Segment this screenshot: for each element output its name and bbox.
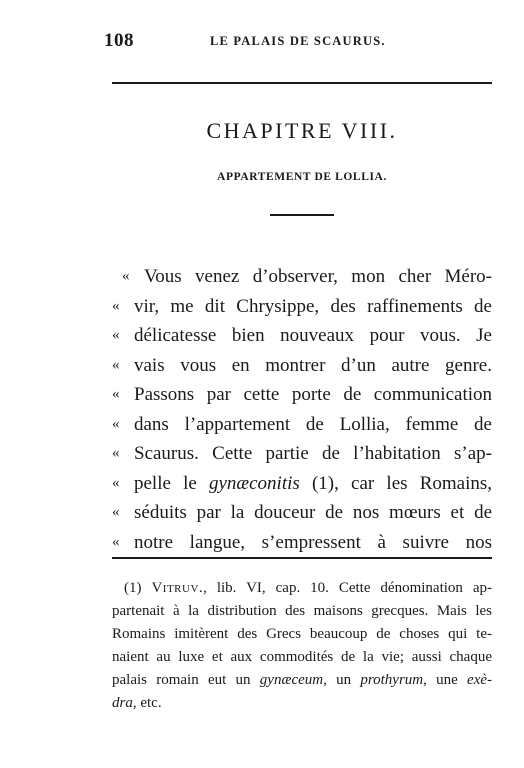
quote-mark: «	[112, 504, 120, 520]
body-line	[112, 351, 492, 381]
chapter-title: CHAPITRE VIII.	[206, 118, 398, 143]
body-line	[112, 410, 492, 440]
body-line-text: Vous venez d’observer, mon cher Méro-	[144, 266, 492, 287]
chapter-divider	[270, 214, 334, 216]
italic-term: gynæconitis	[209, 472, 300, 494]
body-line-text: vir, me dit Chrysippe, des raffinements de	[134, 295, 492, 317]
footnote-text: , etc.	[132, 695, 162, 711]
header-rule	[112, 82, 492, 84]
footnote-line: partenait à la distribution des maisons grecques. Mais les	[112, 603, 492, 619]
body-line	[112, 528, 492, 558]
footnote-text: palais romain eut un	[112, 672, 260, 688]
body-line	[112, 498, 492, 528]
italic-term: prothyrum	[360, 672, 424, 688]
body-line-text	[134, 469, 492, 499]
body-line-text: délicatesse bien nouveaux pour vous. Je	[134, 325, 492, 346]
body-line-text: dans l’appartement de Lollia, femme de	[134, 413, 492, 435]
quote-mark: «	[112, 356, 120, 373]
quote-mark: «	[112, 297, 120, 314]
italic-term: dra	[112, 695, 133, 711]
page-number: 108	[104, 30, 134, 51]
footnote-line	[112, 577, 492, 600]
footnote	[112, 577, 492, 715]
footnote-line	[112, 692, 492, 715]
body-line-text: séduits par la douceur de nos mœurs et de	[134, 502, 492, 523]
footnote-text: , lib. VI, cap. 10. Cette dénomination ap-	[203, 580, 492, 596]
body-text-segment: pelle le	[134, 472, 209, 494]
body-line	[112, 292, 492, 322]
running-head: LE PALAIS DE SCAURUS.	[210, 34, 386, 48]
chapter-subtitle: APPARTEMENT DE LOLLIA.	[217, 171, 387, 183]
body-text-segment: (1), car les Romains,	[299, 472, 493, 494]
quote-mark: «	[112, 386, 120, 402]
quote-mark: «	[112, 533, 120, 550]
body-line	[112, 262, 492, 292]
footnote-author: Vitruv.	[151, 580, 204, 596]
quote-mark: «	[112, 327, 120, 343]
footnote-text: , une	[423, 672, 468, 688]
body-line	[112, 321, 492, 351]
quote-mark: «	[112, 474, 120, 491]
body-line	[112, 380, 492, 410]
footnote-marker: (1)	[124, 580, 142, 596]
quote-mark: «	[112, 415, 120, 432]
body-line	[112, 469, 492, 499]
body-line-text: Scaurus. Cette partie de l’habitation s’ap-	[134, 443, 492, 464]
quote-mark: «	[122, 268, 130, 284]
body-line	[112, 439, 492, 469]
italic-term: exè-	[467, 672, 492, 688]
italic-term: gynæceum	[259, 672, 324, 688]
footnote-text: , un	[323, 672, 361, 688]
footnote-line: naient au luxe et aux commodités de la vie; aussi chaque	[112, 649, 492, 665]
body-line-text: Passons par cette porte de communication	[134, 384, 492, 405]
body-text	[112, 262, 492, 557]
footnote-rule	[112, 557, 492, 559]
body-line-text: notre langue, s’empressent à suivre nos	[134, 531, 492, 553]
footnote-line	[112, 669, 492, 692]
body-line-text: vais vous en montrer d’un autre genre.	[134, 354, 492, 376]
footnote-line: Romains imitèrent des Grecs beaucoup de choses qui te-	[112, 626, 492, 642]
quote-mark: «	[112, 445, 120, 461]
